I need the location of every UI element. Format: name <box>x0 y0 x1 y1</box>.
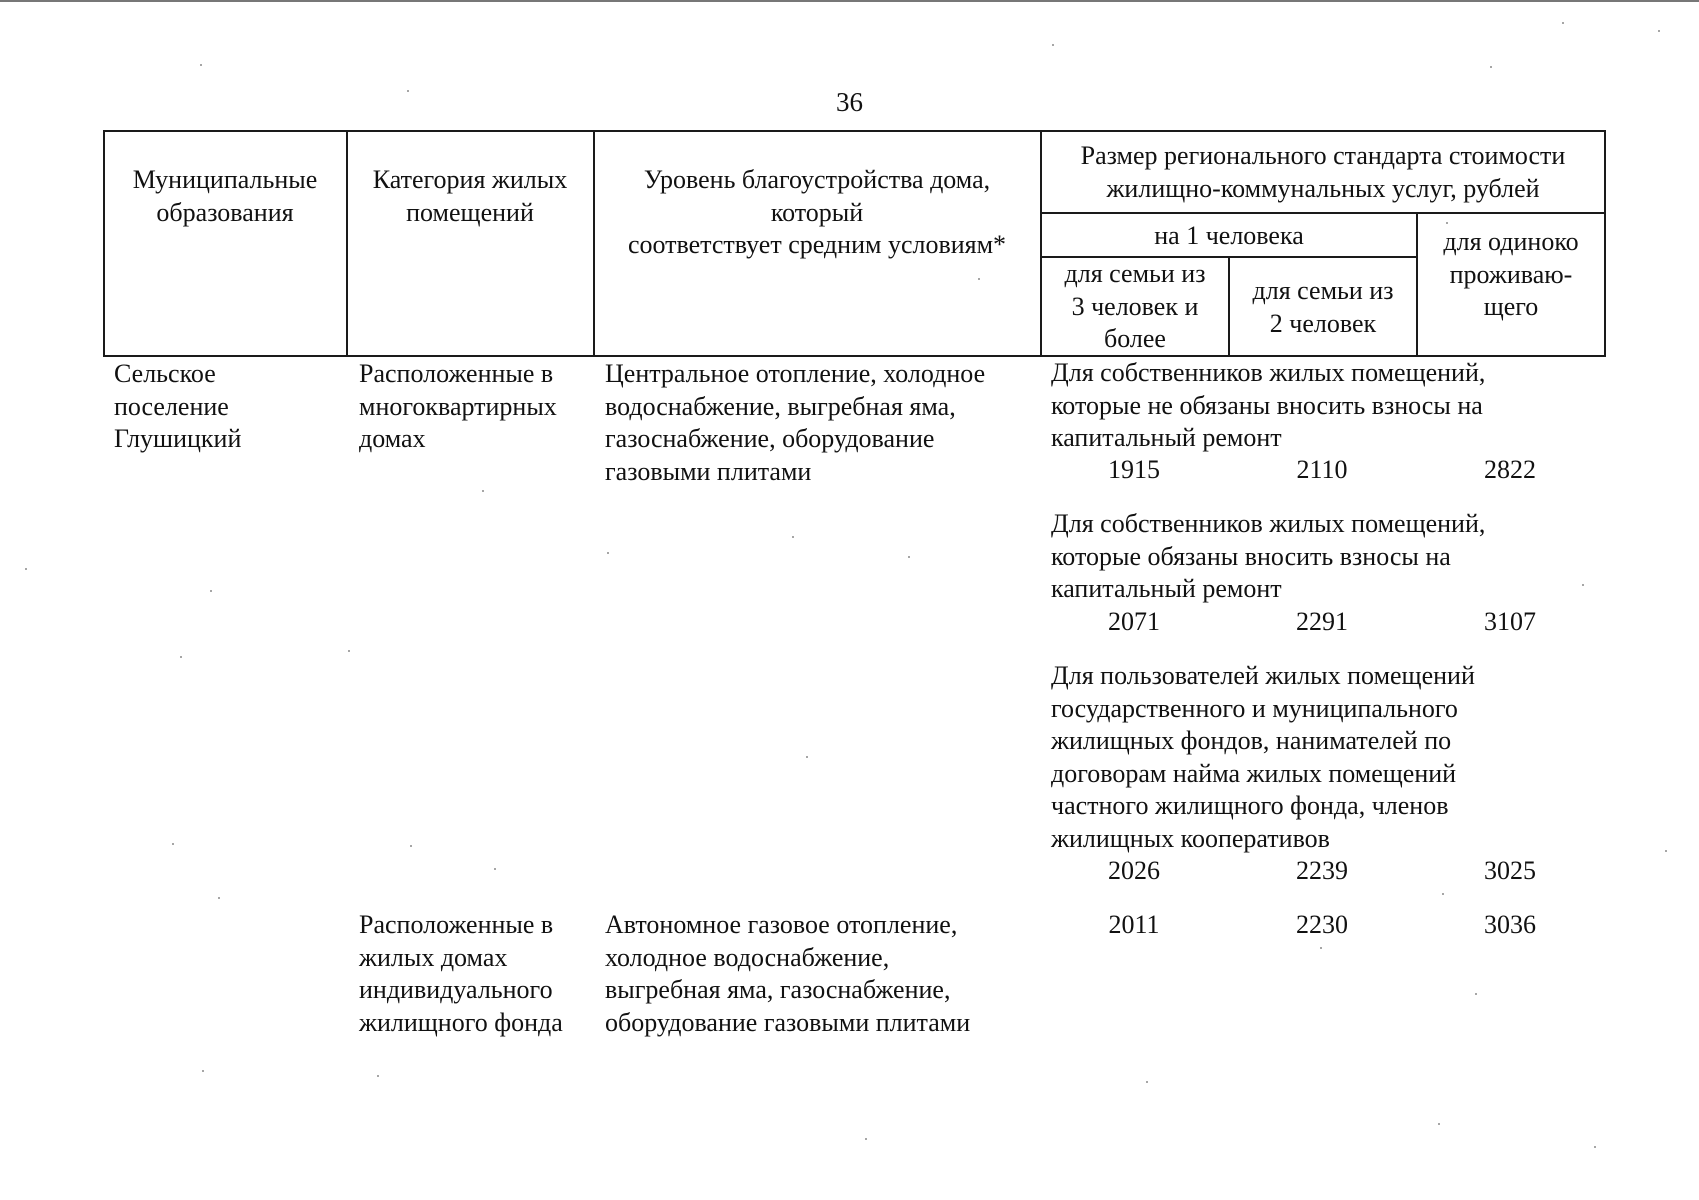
value-family-2: 2230 <box>1296 910 1348 939</box>
value-family-3: 2011 <box>1108 910 1160 939</box>
value-single: 2822 <box>1484 455 1536 484</box>
header-per-person: на 1 человека <box>1154 221 1304 250</box>
group-1-label: Для собственников жилых помещений, которые не обязаны вносить взносы на капитальный ремонт <box>1051 358 1486 452</box>
row-1-amenity-level: Центральное отопление, холодное водоснабжение, выгребная яма, газоснабжение, оборудование газовыми плитами <box>605 359 986 486</box>
scan-top-edge <box>0 0 1699 2</box>
value-family-2: 2110 <box>1296 455 1348 484</box>
value-family-2: 2291 <box>1296 607 1348 636</box>
value-family-3: 2026 <box>1108 856 1160 885</box>
header-family-3: для семьи из 3 человек и более <box>1064 259 1206 353</box>
value-family-3: 1915 <box>1108 455 1160 484</box>
row-2-category: Расположенные в жилых домах индивидуального жилищного фонда <box>359 910 563 1037</box>
value-family-3: 2071 <box>1108 607 1160 636</box>
municipality-name: Сельское поселение Глушицкий <box>114 359 242 453</box>
group-3-label: Для пользователей жилых помещений государственного и муниципального жилищных фондов, нанимателей по договорам найма жилых помещений частного жилищного фонда, членов жилищных кооперативов <box>1051 661 1475 853</box>
value-single: 3036 <box>1484 910 1536 939</box>
header-amenity-level: Уровень благоустройства дома, который соответствует средним условиям* <box>627 165 1007 259</box>
value-single: 3107 <box>1484 607 1536 636</box>
page-number: 36 <box>836 87 863 117</box>
header-single: для одиноко проживаю- щего <box>1443 227 1579 321</box>
group-2-label: Для собственников жилых помещений, которые обязаны вносить взносы на капитальный ремонт <box>1051 509 1486 603</box>
header-category: Категория жилых помещений <box>372 165 568 227</box>
header-standard-size: Размер регионального стандарта стоимости жилищно-коммунальных услуг, рублей <box>1080 141 1566 203</box>
row-2-amenity-level: Автономное газовое отопление, холодное водоснабжение, выгребная яма, газоснабжение, оборудование газовыми плитами <box>605 910 971 1037</box>
header-family-2: для семьи из 2 человек <box>1252 276 1394 338</box>
header-municipal: Муниципальные образования <box>132 165 318 227</box>
value-single: 3025 <box>1484 856 1536 885</box>
row-1-category: Расположенные в многоквартирных домах <box>359 359 557 453</box>
value-family-2: 2239 <box>1296 856 1348 885</box>
